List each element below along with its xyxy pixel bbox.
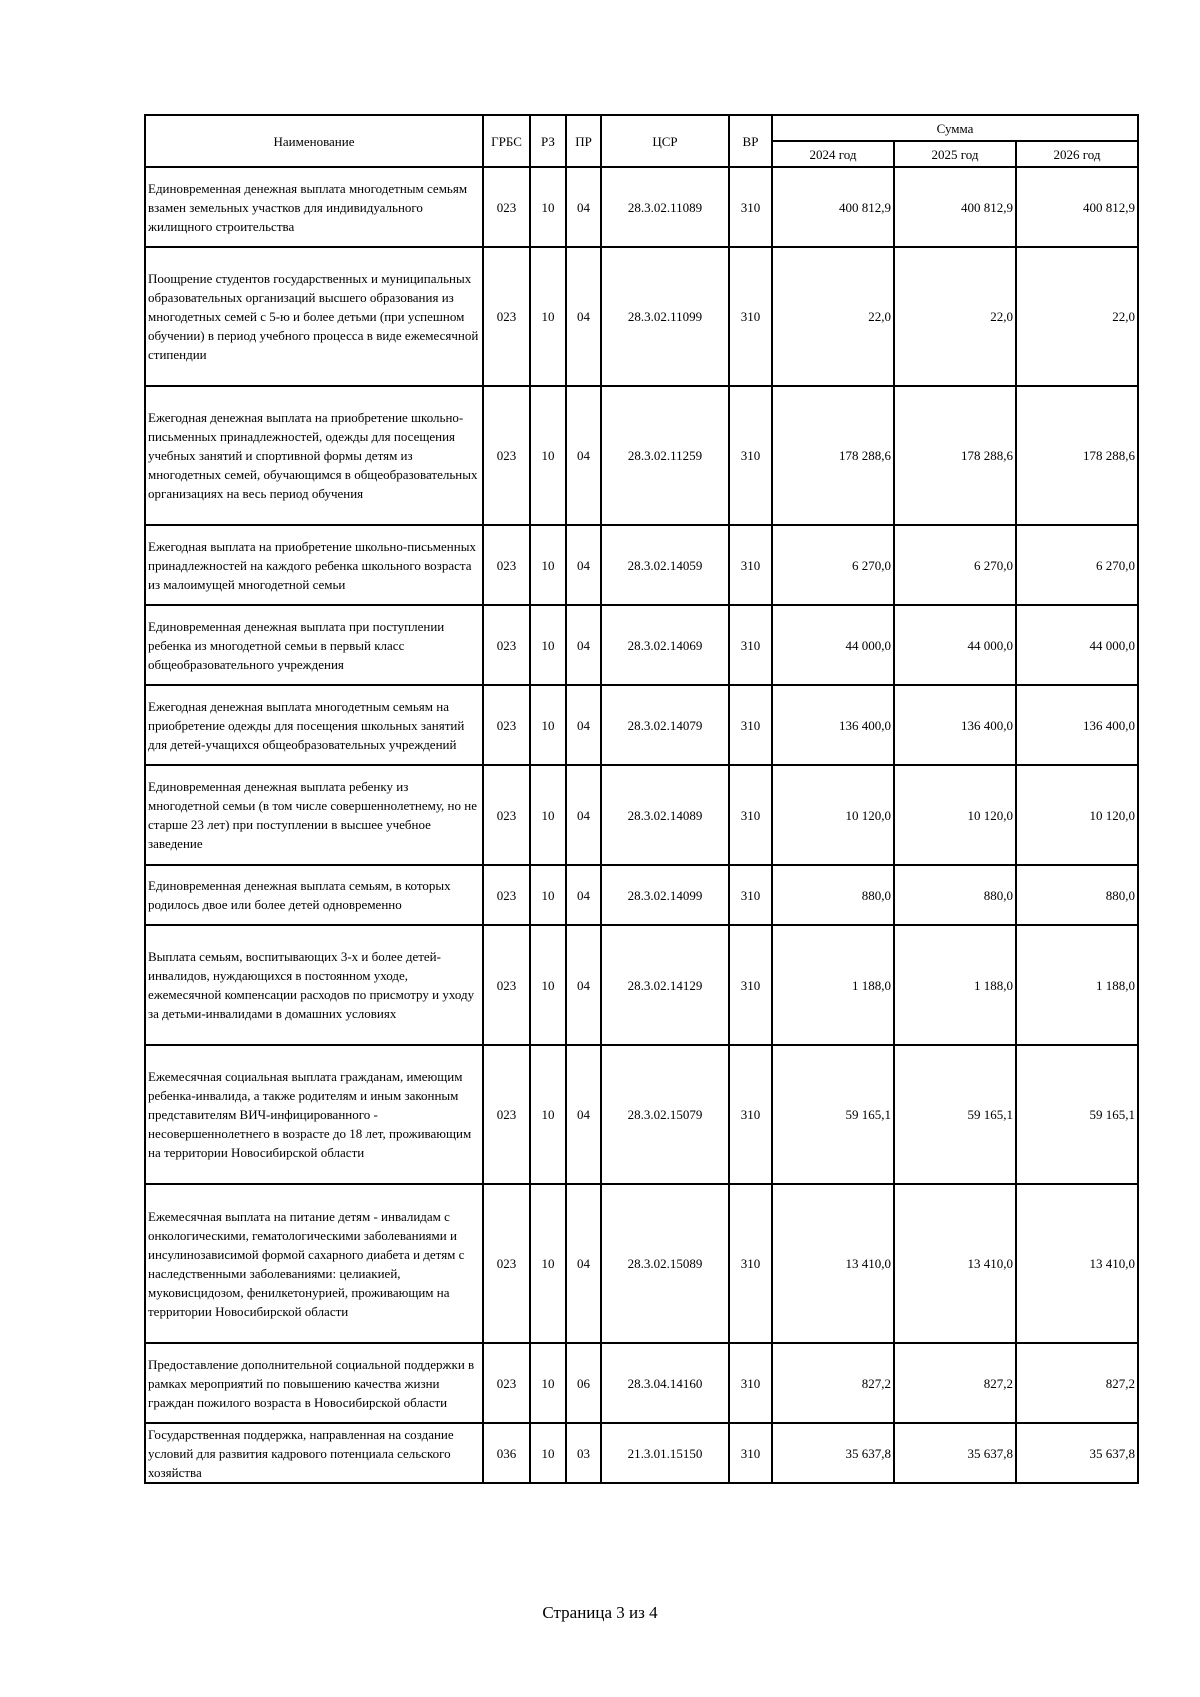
header-sum: Сумма [772,115,1138,141]
row-pr: 04 [566,525,601,605]
row-csr: 28.3.02.14089 [601,765,729,865]
row-name: Предоставление дополнительной социальной поддержки в рамках мероприятий по повышению качества жизни граждан пожилого возраста в Новосибирской области [145,1343,483,1423]
row-amount-2025: 22,0 [894,247,1016,386]
row-pr: 04 [566,925,601,1045]
row-rz: 10 [530,765,566,865]
table-row [145,865,1138,925]
header-year-2026: 2026 год [1016,141,1138,167]
table-row [145,765,1138,865]
row-amount-2026: 136 400,0 [1016,685,1138,765]
row-grbs: 023 [483,1045,530,1184]
row-grbs: 036 [483,1423,530,1483]
row-csr: 28.3.02.11259 [601,386,729,525]
row-amount-2025: 136 400,0 [894,685,1016,765]
table-row [145,525,1138,605]
row-amount-2024: 13 410,0 [772,1184,894,1343]
row-pr: 03 [566,1423,601,1483]
row-amount-2024: 22,0 [772,247,894,386]
row-pr: 04 [566,685,601,765]
row-grbs: 023 [483,865,530,925]
table-row [145,386,1138,525]
row-amount-2024: 44 000,0 [772,605,894,685]
row-csr: 28.3.04.14160 [601,1343,729,1423]
row-pr: 04 [566,605,601,685]
row-vr: 310 [729,605,772,685]
row-rz: 10 [530,386,566,525]
row-pr: 04 [566,765,601,865]
row-grbs: 023 [483,685,530,765]
table-row [145,167,1138,247]
row-vr: 310 [729,386,772,525]
row-amount-2025: 400 812,9 [894,167,1016,247]
row-rz: 10 [530,525,566,605]
row-amount-2025: 10 120,0 [894,765,1016,865]
table-row [145,1423,1138,1483]
row-amount-2026: 400 812,9 [1016,167,1138,247]
row-grbs: 023 [483,386,530,525]
row-rz: 10 [530,925,566,1045]
row-vr: 310 [729,1184,772,1343]
row-amount-2024: 6 270,0 [772,525,894,605]
row-name: Единовременная денежная выплата семьям, в которых родилось двое или более детей одновременно [145,865,483,925]
row-grbs: 023 [483,765,530,865]
row-amount-2026: 35 637,8 [1016,1423,1138,1483]
row-amount-2025: 880,0 [894,865,1016,925]
row-name: Ежегодная денежная выплата многодетным семьям на приобретение одежды для посещения школьных занятий для детей-учащихся общеобразовательных учреждений [145,685,483,765]
row-amount-2024: 178 288,6 [772,386,894,525]
row-amount-2024: 10 120,0 [772,765,894,865]
row-rz: 10 [530,865,566,925]
row-rz: 10 [530,167,566,247]
row-vr: 310 [729,685,772,765]
table-row [145,925,1138,1045]
header-vr: ВР [729,115,772,167]
row-rz: 10 [530,1184,566,1343]
row-csr: 28.3.02.11099 [601,247,729,386]
row-amount-2025: 35 637,8 [894,1423,1016,1483]
row-amount-2024: 1 188,0 [772,925,894,1045]
row-grbs: 023 [483,1184,530,1343]
row-vr: 310 [729,865,772,925]
row-amount-2025: 1 188,0 [894,925,1016,1045]
row-pr: 06 [566,1343,601,1423]
row-csr: 28.3.02.14069 [601,605,729,685]
row-rz: 10 [530,605,566,685]
row-csr: 28.3.02.15079 [601,1045,729,1184]
header-name: Наименование [145,115,483,167]
row-rz: 10 [530,1423,566,1483]
header-pr: ПР [566,115,601,167]
row-amount-2024: 35 637,8 [772,1423,894,1483]
header-year-2025: 2025 год [894,141,1016,167]
row-name: Ежегодная денежная выплата на приобретение школьно-письменных принадлежностей, одежды для посещения учебных занятий и спортивной формы детям из многодетных семей, обучающимся в общеобразовательных организациях на весь период обучения [145,386,483,525]
row-amount-2026: 1 188,0 [1016,925,1138,1045]
row-amount-2025: 13 410,0 [894,1184,1016,1343]
row-amount-2026: 22,0 [1016,247,1138,386]
row-name: Единовременная денежная выплата многодетным семьям взамен земельных участков для индивидуального жилищного строительства [145,167,483,247]
row-amount-2024: 827,2 [772,1343,894,1423]
row-name: Выплата семьям, воспитывающих 3-х и более детей-инвалидов, нуждающихся в постоянном уходе, ежемесячной компенсации расходов по присмотру и уходу за детьми-инвалидами в домашних условиях [145,925,483,1045]
row-amount-2026: 10 120,0 [1016,765,1138,865]
row-csr: 28.3.02.14129 [601,925,729,1045]
row-grbs: 023 [483,925,530,1045]
row-pr: 04 [566,167,601,247]
row-name: Ежемесячная выплата на питание детям - инвалидам с онкологическими, гематологическими заболеваниями и инсулинозависимой формой сахарного диабета и детям с наследственными заболеваниями: целиакией, муковисцидозом, фенилкетонурией, проживающим на территории Новосибирской области [145,1184,483,1343]
row-csr: 28.3.02.14059 [601,525,729,605]
row-csr: 28.3.02.15089 [601,1184,729,1343]
row-vr: 310 [729,1045,772,1184]
row-amount-2026: 880,0 [1016,865,1138,925]
row-amount-2026: 178 288,6 [1016,386,1138,525]
row-vr: 310 [729,525,772,605]
table-row [145,1045,1138,1184]
row-rz: 10 [530,1343,566,1423]
row-grbs: 023 [483,605,530,685]
row-pr: 04 [566,1184,601,1343]
row-vr: 310 [729,1343,772,1423]
row-name: Ежемесячная социальная выплата гражданам, имеющим ребенка-инвалида, а также родителям и иным законным представителям ВИЧ-инфицированного - несовершеннолетнего в возрасте до 18 лет, проживающим на территории Новосибирской области [145,1045,483,1184]
row-vr: 310 [729,765,772,865]
row-amount-2025: 6 270,0 [894,525,1016,605]
table-row [145,685,1138,765]
row-amount-2026: 44 000,0 [1016,605,1138,685]
row-amount-2024: 400 812,9 [772,167,894,247]
row-rz: 10 [530,247,566,386]
row-vr: 310 [729,925,772,1045]
row-name: Единовременная денежная выплата ребенку из многодетной семьи (в том числе совершеннолетнему, но не старше 23 лет) при поступлении в высшее учебное заведение [145,765,483,865]
row-amount-2025: 178 288,6 [894,386,1016,525]
row-pr: 04 [566,1045,601,1184]
header-rz: РЗ [530,115,566,167]
row-csr: 28.3.02.14099 [601,865,729,925]
row-csr: 28.3.02.11089 [601,167,729,247]
row-csr: 21.3.01.15150 [601,1423,729,1483]
header-year-2024: 2024 год [772,141,894,167]
table-header [145,115,1138,167]
row-rz: 10 [530,1045,566,1184]
row-name: Поощрение студентов государственных и муниципальных образовательных организаций высшего образования из многодетных семей с 5-ю и более детьми (при успешном обучении) в период учебного процесса в виде ежемесячной стипендии [145,247,483,386]
row-amount-2026: 827,2 [1016,1343,1138,1423]
row-grbs: 023 [483,247,530,386]
row-amount-2025: 59 165,1 [894,1045,1016,1184]
row-grbs: 023 [483,1343,530,1423]
row-amount-2026: 13 410,0 [1016,1184,1138,1343]
row-amount-2025: 827,2 [894,1343,1016,1423]
row-rz: 10 [530,685,566,765]
page-number: Страница 3 из 4 [542,1603,658,1622]
row-amount-2026: 59 165,1 [1016,1045,1138,1184]
header-grbs: ГРБС [483,115,530,167]
row-name: Единовременная денежная выплата при поступлении ребенка из многодетной семьи в первый класс общеобразовательного учреждения [145,605,483,685]
table-row [145,1184,1138,1343]
row-amount-2024: 880,0 [772,865,894,925]
row-amount-2026: 6 270,0 [1016,525,1138,605]
row-amount-2024: 59 165,1 [772,1045,894,1184]
row-vr: 310 [729,1423,772,1483]
table-row [145,247,1138,386]
row-name: Ежегодная выплата на приобретение школьно-письменных принадлежностей на каждого ребенка школьного возраста из малоимущей многодетной семьи [145,525,483,605]
row-grbs: 023 [483,167,530,247]
row-pr: 04 [566,247,601,386]
row-vr: 310 [729,167,772,247]
row-pr: 04 [566,865,601,925]
row-amount-2024: 136 400,0 [772,685,894,765]
row-grbs: 023 [483,525,530,605]
table-row [145,1343,1138,1423]
row-csr: 28.3.02.14079 [601,685,729,765]
row-vr: 310 [729,247,772,386]
row-name: Государственная поддержка, направленная на создание условий для развития кадрового потенциала сельского хозяйства [145,1423,483,1483]
table-row [145,605,1138,685]
row-pr: 04 [566,386,601,525]
table-body [145,167,1138,1483]
row-amount-2025: 44 000,0 [894,605,1016,685]
budget-table [144,114,1139,1484]
header-csr: ЦСР [601,115,729,167]
